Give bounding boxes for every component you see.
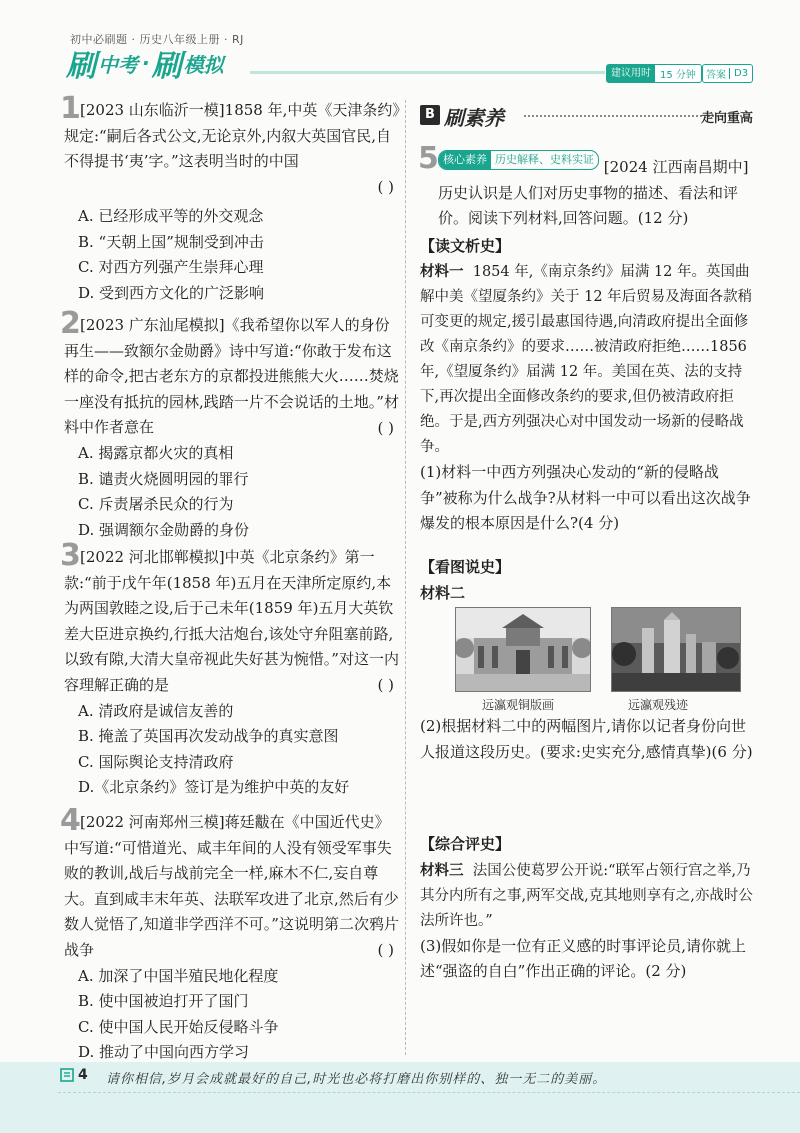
material-1 bbox=[420, 259, 755, 460]
material-label: 材料一 bbox=[420, 263, 464, 280]
option-d[interactable]: D. 受到西方文化的广泛影响 bbox=[78, 283, 265, 302]
question-number: 4 bbox=[60, 803, 81, 838]
answer-ref bbox=[702, 64, 753, 83]
image-caption: 远瀛观铜版画 bbox=[482, 698, 555, 712]
part-heading: 【综合评史】 bbox=[420, 835, 511, 853]
brand-word: 模拟 bbox=[183, 52, 224, 77]
option-b[interactable]: B. “天朝上国”规制受到冲击 bbox=[78, 232, 264, 251]
option-b[interactable]: B. 使中国被迫打开了国门 bbox=[78, 992, 249, 1010]
option-a[interactable]: A. 加深了中国半殖民地化程度 bbox=[78, 966, 279, 985]
question-number: 3 bbox=[60, 538, 81, 573]
image-caption: 远瀛观残迹 bbox=[628, 698, 689, 712]
page-footer bbox=[0, 1062, 800, 1133]
option-b[interactable]: B. 谴责火烧圆明园的罪行 bbox=[78, 469, 249, 488]
part-heading: 【看图说史】 bbox=[420, 558, 511, 576]
brand-char: 刷 bbox=[66, 49, 96, 84]
option-a[interactable]: A. 已经形成平等的外交观念 bbox=[78, 207, 264, 225]
option-c[interactable]: C. 对西方列强产生崇拜心理 bbox=[78, 258, 264, 276]
page-header bbox=[0, 0, 800, 92]
material-3 bbox=[420, 858, 755, 934]
option-a[interactable]: A. 清政府是诚信友善的 bbox=[78, 701, 234, 720]
answer-page: D3 bbox=[729, 68, 752, 79]
core-literacy-tag: 核心素养 历史解释、史料实证 bbox=[438, 150, 599, 170]
section-header bbox=[420, 102, 755, 130]
material-label: 材料三 bbox=[420, 861, 464, 879]
option-c[interactable]: C. 国际舆论支持清政府 bbox=[78, 752, 234, 771]
option-c[interactable]: C. 斥责屠杀民众的行为 bbox=[78, 495, 234, 513]
sub-question-3: (3)假如你是一位有正义感的时事评论员,请你就上述“强盗的自白”作出正确的评论。(2 分) bbox=[420, 936, 747, 980]
question-number: 2 bbox=[60, 306, 81, 341]
question-stem: [2022 河南郑州三模]蒋廷黻在《中国近代史》中写道:“可惜道光、咸丰年间的人没有领受军事失败的教训,战后与战前完全一样,麻木不仁,妄自尊大。直到咸丰末年英、法联军攻进了北京,然后有少数人觉悟了,知道非学西洋不可。”这说明第二次鸦片战争 bbox=[64, 813, 399, 959]
question-4 bbox=[60, 803, 404, 1066]
answer-blank[interactable]: ( ) bbox=[377, 418, 394, 437]
answer-blank[interactable]: ( ) bbox=[377, 177, 394, 196]
sub-question-1: (1)材料一中西方列强决心发动的“新的侵略战争”被称为什么战争?从材料一中可以看出这次战争爆发的根本原因是什么?(4 分) bbox=[420, 463, 751, 532]
question-stem: [2023 广东汕尾模拟]《我希望你以军人的身份再生——致额尔金勋爵》诗中写道:“你敢于发布这样的命令,把古老东方的京都投进熊熊大火……焚烧一座没有抵抗的园林,践踏一片不会说话的土地。”材料中作者意在 bbox=[64, 316, 399, 436]
time-value: 15 分钟 bbox=[660, 70, 696, 81]
question-number: 1 bbox=[60, 91, 81, 126]
book-icon bbox=[60, 1067, 74, 1083]
section-icon: B bbox=[420, 105, 440, 125]
material-text: 法国公使葛罗公开说:“联军占领行宫之举,乃其分内所有之事,两军交战,克其地则享有之,亦战时公法所许也。” bbox=[420, 862, 753, 929]
question-1 bbox=[60, 91, 404, 306]
footer-quote: 请你相信,岁月会成就最好的自己,时光也必将打磨出你别样的、独一无二的美丽。 bbox=[106, 1072, 607, 1087]
part-3 bbox=[420, 832, 755, 985]
copperplate-engraving-image bbox=[455, 607, 591, 692]
ruins-icon bbox=[612, 608, 740, 691]
answer-blank[interactable]: ( ) bbox=[377, 676, 394, 694]
option-b[interactable]: B. 掩盖了英国再次发动战争的真实意图 bbox=[78, 727, 339, 745]
question-stem: [2022 河北邯郸模拟]中英《北京条约》第一款:“前于戊午年(1858 年)五月在天津所定原约,本为两国敦睦之设,后于己未年(1859 年)五月大英钦差大臣进京换约,行抵大沽炮台,该处守弁阻塞前路,以致有隙,大清大皇帝视此失好甚为惋惜。”对这一内容理解正确的是 bbox=[64, 548, 399, 694]
question-stem: [2023 山东临沂一模]1858 年,中英《天津条约》规定:“嗣后各式公文,无论京外,内叙大英国官民,自不得提书‘夷’字。”这表明当时的中国 bbox=[64, 101, 400, 170]
material-label: 材料二 bbox=[420, 583, 466, 602]
question-stem: [2024 江西南昌期中]历史认识是人们对历史事物的描述、看法和评价。阅读下列材料,回答问题。(12 分) bbox=[438, 158, 749, 227]
option-d[interactable]: D. 强调额尔金勋爵的身份 bbox=[78, 520, 250, 539]
part-2 bbox=[420, 555, 755, 606]
palace-engraving-icon bbox=[456, 608, 590, 691]
sub-question-2: (2)根据材料二中的两幅图片,请你以记者身份向世人报道这段历史。(要求:史实充分,感情真挚)(6 分) bbox=[420, 717, 753, 761]
time-label: 建议用时 bbox=[607, 65, 655, 82]
ruins-photo-image bbox=[611, 607, 741, 692]
option-a[interactable]: A. 揭露京都火灾的真相 bbox=[78, 444, 234, 462]
brand-word: 中考 bbox=[98, 52, 138, 77]
question-5-intro bbox=[420, 150, 755, 232]
section-brand bbox=[66, 46, 226, 84]
page-number: 4 bbox=[78, 1067, 88, 1083]
option-d[interactable]: D. 推动了中国向西方学习 bbox=[78, 1043, 250, 1061]
book-series: 初中必刷题 · 历史八年级上册 · RJ bbox=[70, 33, 244, 46]
column-divider bbox=[405, 100, 406, 1055]
brand-dot: · bbox=[142, 51, 150, 75]
question-2 bbox=[60, 306, 404, 543]
suggested-time bbox=[606, 64, 702, 83]
question-5 bbox=[420, 150, 755, 537]
header-rule bbox=[250, 71, 605, 74]
brand-char: 刷 bbox=[151, 49, 182, 84]
part-heading: 【读文析史】 bbox=[420, 236, 511, 255]
sub-question-2-block bbox=[420, 714, 755, 765]
answer-label: 答案 bbox=[706, 70, 726, 81]
material-text: 1854 年,《南京条约》届满 12 年。英国曲解中美《望厦条约》关于 12 年后贸易及海面各款稍可变更的规定,援引最惠国待遇,向清政府提出全面修改《南京条约》的要求……被清政府拒绝……1856 年,《望厦条约》届满 12 年。美国在英、法的支持下,再次提出全面修改条约的要求,但仍被清政府拒绝。于是,西方列强决心对中国发动一场新的侵略战争。 bbox=[420, 264, 753, 455]
section-tag: 走向重高 bbox=[700, 111, 753, 126]
section-title: 刷素养 bbox=[444, 106, 504, 130]
option-d[interactable]: D.《北京条约》签订是为维护中英的友好 bbox=[78, 778, 350, 796]
option-c[interactable]: C. 使中国人民开始反侵略斗争 bbox=[78, 1017, 279, 1036]
answer-blank[interactable]: ( ) bbox=[377, 941, 394, 959]
question-3 bbox=[60, 538, 404, 801]
question-number: 5 bbox=[418, 141, 439, 176]
